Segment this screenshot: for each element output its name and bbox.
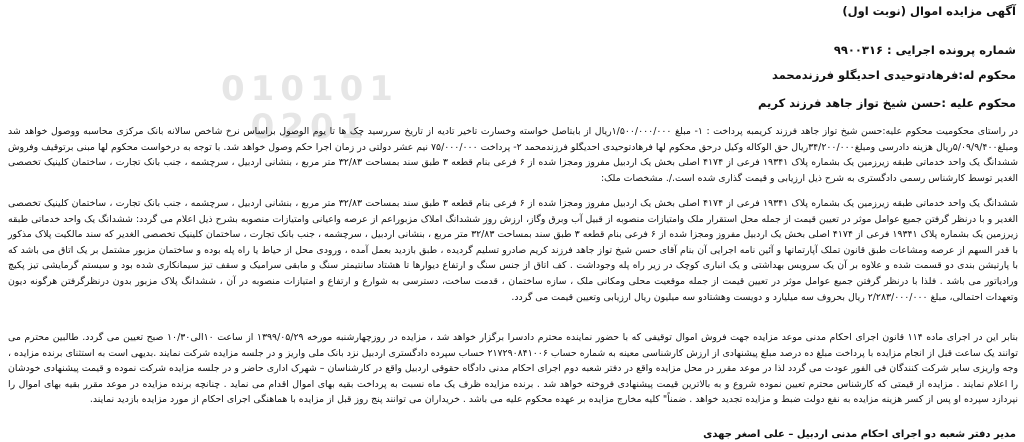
signature-line: مدیر دفتر شعبه دو اجرای احکام مدنی اردبیل – علی اصغر جهدی bbox=[703, 429, 1016, 440]
notice-title: آگهی مزایده اموال (نوبت اول) bbox=[842, 4, 1016, 18]
plaintiff-line: محکوم له:فرهادتوحیدی احدیگلو فرزندمحمد bbox=[771, 68, 1016, 82]
paragraph-property-description: ششدانگ یک واحد خدماتی طبقه زیرزمین یک بشماره پلاک ۱۹۳۴۱ فرعی از ۴۱۷۴ اصلی بخش یک اردبیل مفروز ومجزا شده از ۶ فرعی بنام قطعه ۳ طبق سند بمساحت ۳۲/۸۳ متر مربع ، بنشانی اردبیل ، سرچشمه ، جنب بانک تجارت ، ساختمان کلینیک تخصصی الغدیر و با درنظر گرفتن جمیع عوامل موثر در تعیین قیمت از جمله محل استقرار ملک وامتیازات منصوبه از قبیل آب وبرق وگاز، ارزش روز ششدانگ املاک مزبوراعم از عرصه واعیانی وامتیازات منصوبه بشرح ذیل اعلام می گردد: ششدانگ یک واحد خدماتی طبقه زیرزمین یک بشماره پلاک ۱۹۳۴۱ فرعی از ۴۱۷۴ اصلی بخش یک اردبیل مفروز ومجزا شده از ۶ فرعی بنام قطعه ۳ طبق سند بمساحت ۳۲/۸۳ متر مربع ، بنشانی اردبیل ، سرچشمه ، جنب بانک تجارت ، ساختمان کلینیک تخصصی الغدیر که سند مالکیت پلاک مذکور با قدر السهم از عرصه ومشاعات طبق قانون تملک آپارتمانها و آئین نامه اجرایی آن بنام آقای حسن شیخ تواز جاهد فرزند کریم صادرو تسلیم گردیده ، طبق بازدید بعمل آمده ، ورودی محل از حیاط یا راه پله بوده و ساختمان مزبور مشتمل بر یک اتاق می باشد که با پارتیشن بندی دو قسمت شده و علاوه بر آن یک سرویس بهداشتی و یک انباری کوچک در زیر راه پله وجوداشت . کف اتاق از جنس سنگ و ارتفاع دیوارها تا هشتاد سانتیمتر سنگ و مابقی سرامیک و سقف تیز سیمانکاری شده بود و سیستم گرمایشی تیز پکیچ ورادیاتور می باشد . فلذا با درنظر گرفتن جمیع عوامل موثر در تعیین قیمت از جمله موقعیت محلی ومکانی ملک ، سازه ساختمان ، قدمت ساخت، دسترسی به شوارع و ارتفاع و امتیازات منصوبه در آن ، ششدانگ پلاک مزبور بدون درنظرگرفتن هرگونه دیون وتعهدات احتمالی، مبلغ ۲/۲۸۳/۰۰۰/۰۰۰ ریال بحروف سه میلیارد و دویست وهشتادو سه میلیون ریال ارزیابی وتعیین قیمت می گردد. bbox=[8, 198, 1018, 303]
watermark-line-1: 010101 bbox=[221, 69, 399, 109]
case-number: شماره پرونده اجرایی : ۹۹۰۰۳۱۶ bbox=[833, 43, 1016, 57]
defendant-line: محکوم علیه :حسن شیخ تواز جاهد فرزند کریم bbox=[758, 96, 1016, 110]
watermark-line-2: 0201 bbox=[250, 107, 370, 147]
paragraph-judgment: در راستای محکومیت محکوم علیه:حسن شیخ تواز جاهد فرزند کریمبه پرداخت : ۱- مبلغ ۱/۵۰۰/۰۰۰/۰۰۰ریال از بابتاصل خواسته وخسارت تاخیر تادیه از تاریخ سررسید چک ها تا یوم الوصول براساس نرخ شاخص سالانه بانک مرکزی محاسبه ووصول خواهد شد ومبلغ۵/۰۹/۹/۴۰۰ریال هزینه دادرسی ومبلغ۳۴/۲۰۰/۰۰۰ریال حق الوکاله وکیل درحق محکوم لها فرهادتوحیدی احدیگلو فرزندمحمد ۲- پرداخت ۷۵/۰۰۰/۰۰۰ نیم عشر دولتی در زمان اجرا حکم وصول خواهد شد. با توجه به درخواست محکوم لها مبنی برتوقیف وفروش ششدانگ یک واحد خدماتی طبقه زیرزمین یک بشماره پلاک ۱۹۳۴۱ فرعی از ۴۱۷۴ اصلی بخش یک اردبیل مفروز ومجزا شده از ۶ فرعی بنام قطعه ۳ طبق سند بمساحت ۳۲/۸۳ متر مربع ، بنشانی اردبیل ، سرچشمه ، جنب بانک تجارت ، ساختمان کلینیک تخصصی الغدیر توسط کارشناس رسمی دادگستری به شرح ذیل ارزیابی و قیمت گذاری شده است./. مشخصات ملک: bbox=[8, 126, 1019, 184]
paragraph-auction-terms: بنابر این در اجرای ماده ۱۱۴ قانون اجرای احکام مدنی موعد مزایده جهت فروش اموال توقیفی که با حضور نماینده محترم دادسرا برگزار خواهد شد ، مزایده در روزچهارشنبه مورخه ۱۳۹۹/۰۵/۲۹ از ساعت ۱۰الی۱۰/۳۰ صبح تعیین می گردد. طالبین محترم می توانند یک ساعت قبل از انجام مزایده با پرداخت مبلغ ده درصد مبلغ پیشنهادی از ارزش کارشناسی معینه به شماره حساب ۲۱۷۲۹۰۸۴۱۰۰۶ حساب سپرده دادگستری اردبیل نزد بانک ملی واریز و در جلسه مزایده شرکت نمایند .بدیهی است به استثنای برنده مزایده ، وجه واریزی سایر شرکت کنندگان فی الفور عودت می گردد لذا در موعد مقرر در محل مزایده واقع در دفتر شعبه دوم اجرای احکام مدنی دادگاه حقوقی اردبیل واقع در کارشناسان – شهرک اداری حاضر و در جلسه مزایده شرکت نموده و قیمت پیشنهادی خودشان را اعلام نمایند . مزایده از قیمتی که کارشناس محترم تعیین نموده شروع و به بالاترین قیمت پیشنهادی فروخته خواهد شد . برنده مزایده ظرف یک ماه نسبت به پرداخت بقیه بهای اموال اقدام می نماید . چنانچه برنده مزایده در موعد مقرر بقیه بهای اموال را نپردازد سپرده او پس از کسر هزینه مزایده به نفع دولت ضبط و مزایده تجدید خواهد . ضمناً" کلیه مخارج مزایده بر عهده محکوم علیه می باشد . خریداران می توانند پنج روز قبل از مزایده با هماهنگی اجرای احکام از مورد مزایده بازدید نمایند. bbox=[8, 332, 1018, 406]
